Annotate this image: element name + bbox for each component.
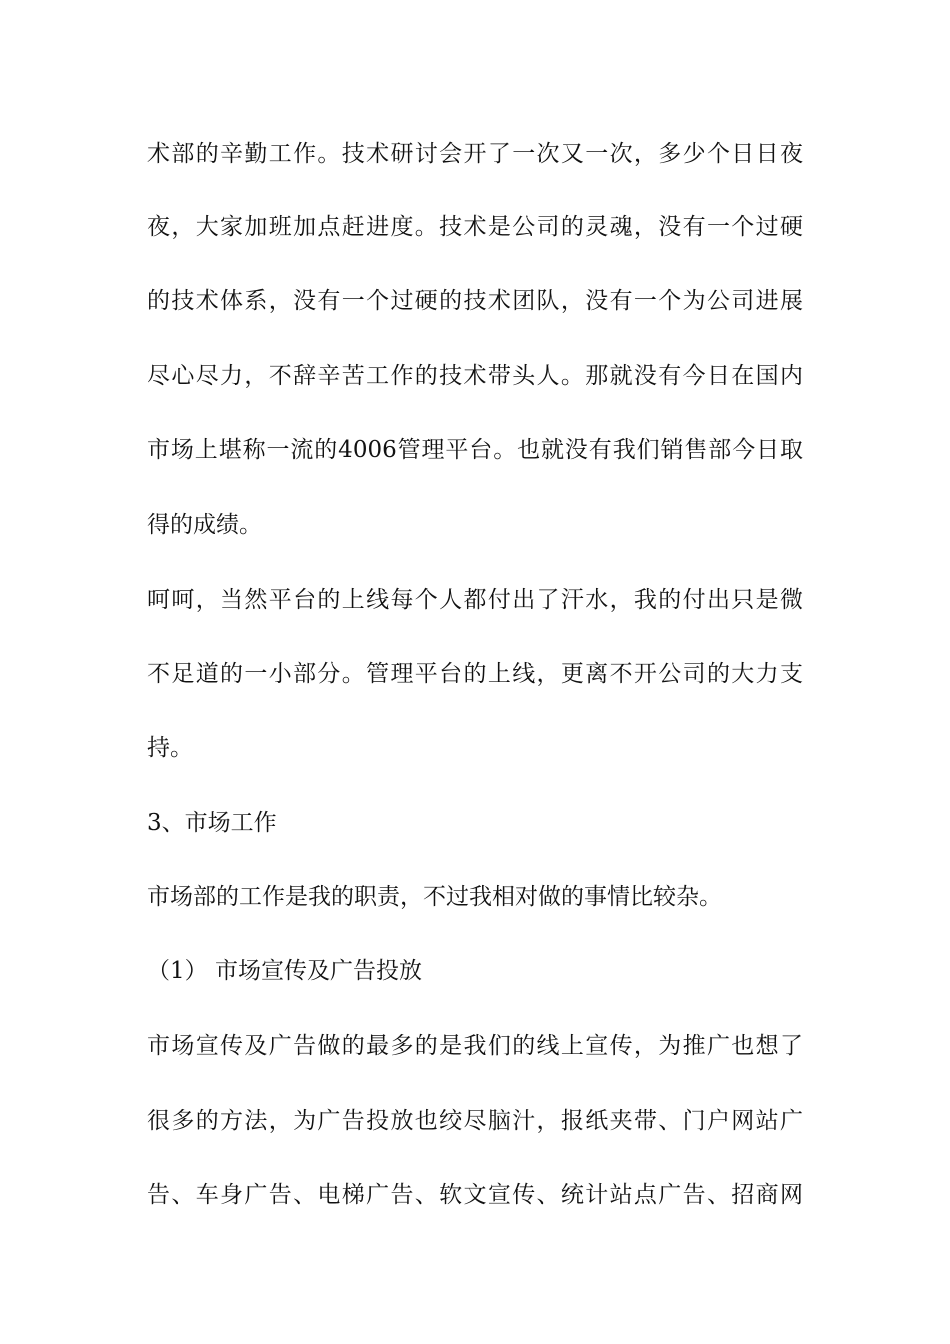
text-line-2: 夜，大家加班加点赶进度。技术是公司的灵魂，没有一个过硬: [147, 214, 803, 240]
text-line-8: 不足道的一小部分。管理平台的上线，更离不开公司的大力支: [147, 661, 803, 687]
text-line-1: 术部的辛勤工作。技术研讨会开了一次又一次，多少个日日夜: [147, 141, 803, 167]
text-line-11: 市场部的工作是我的职责，不过我相对做的事情比较杂。: [147, 884, 722, 910]
subsection-heading: （1） 市场宣传及广告投放: [147, 958, 422, 984]
text-line-5: 市场上堪称一流的4006管理平台。也就没有我们销售部今日取: [147, 437, 803, 463]
text-line-9: 持。: [147, 735, 193, 761]
text-line-13: 市场宣传及广告做的最多的是我们的线上宣传，为推广也想了: [147, 1033, 803, 1059]
text-line-14: 很多的方法，为广告投放也绞尽脑汁，报纸夹带、门户网站广: [147, 1108, 803, 1134]
text-line-7: 呵呵，当然平台的上线每个人都付出了汗水，我的付出只是微: [147, 587, 803, 613]
text-line-6: 得的成绩。: [147, 512, 262, 538]
text-line-3: 的技术体系，没有一个过硬的技术团队，没有一个为公司进展: [147, 288, 803, 314]
text-line-4: 尽心尽力，不辞辛苦工作的技术带头人。那就没有今日在国内: [147, 363, 803, 389]
section-heading: 3、市场工作: [147, 810, 277, 836]
text-line-15: 告、车身广告、电梯广告、软文宣传、统计站点广告、招商网: [147, 1182, 803, 1208]
